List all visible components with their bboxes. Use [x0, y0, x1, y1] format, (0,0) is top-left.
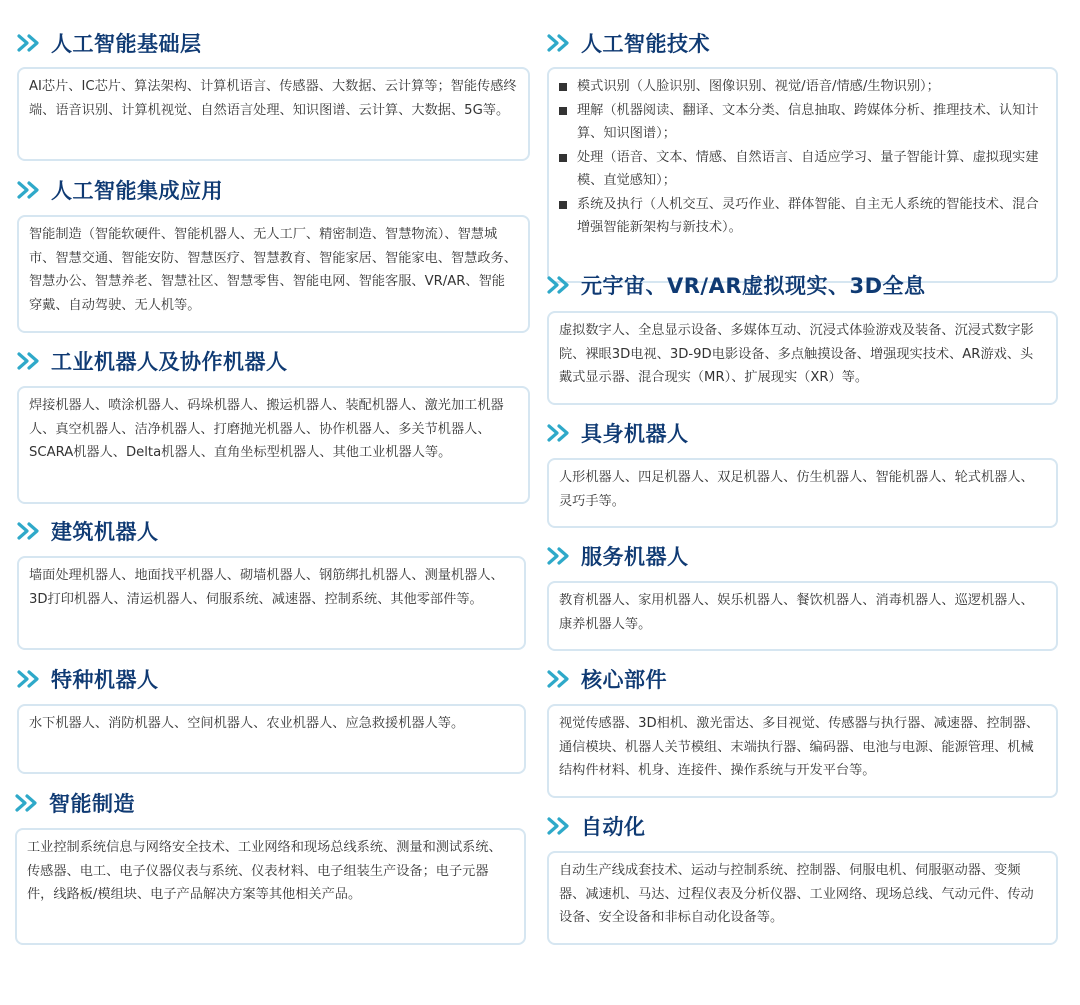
content-text: 焊接机器人、喷涂机器人、码垛机器人、搬运机器人、装配机器人、激光加工机器人、真空机器人、洁净机器人、打磨抛光机器人、协作机器人、多关节机器人、SCARA机器人、Delta机器人、直角坐标型机器人、其他工业机器人等。	[29, 398, 504, 460]
section-title: 智能制造	[49, 792, 135, 816]
section-header	[547, 28, 710, 58]
double-chevron-icon	[17, 33, 43, 53]
content-text: 智能制造（智能软硬件、智能机器人、无人工厂、精密制造、智慧物流）、智慧城市、智慧交通、智能安防、智慧医疗、智慧教育、智能家居、智能家电、智慧政务、智慧办公、智慧养老、智慧社区、智慧零售、智能电网、智能客服、VR/AR、智能穿戴、自动驾驶、无人机等。	[29, 227, 517, 313]
double-chevron-icon	[547, 546, 573, 566]
section-title: 工业机器人及协作机器人	[51, 350, 288, 374]
list-item: 模式识别（人脸识别、图像识别、视觉/语音/情感/生物识别）；	[559, 75, 1046, 99]
section-title: 人工智能集成应用	[51, 179, 223, 203]
double-chevron-icon	[547, 423, 573, 443]
content-box	[17, 556, 526, 650]
content-text: 工业控制系统信息与网络安全技术、工业网络和现场总线系统、测量和测试系统、传感器、电工、电子仪器仪表与系统、仪表材料、电子组装生产设备；电子元器件，线路板/模组块、电子产品解决方案等其他相关产品。	[27, 840, 502, 902]
section-title: 元宇宙、VR/AR虚拟现实、3D全息	[581, 274, 926, 298]
section-header	[547, 811, 646, 841]
content-box	[547, 704, 1058, 798]
section-title: 服务机器人	[581, 545, 689, 569]
list-item: 系统及执行（人机交互、灵巧作业、群体智能、自主无人系统的智能技术、混合增强智能新架构与新技术）。	[559, 193, 1046, 240]
double-chevron-icon	[547, 275, 573, 295]
content-text: 视觉传感器、3D相机、激光雷达、多目视觉、传感器与执行器、减速器、控制器、通信模块、机器人关节模组、末端执行器、编码器、电池与电源、能源管理、机械结构件材料、机身、连接件、操作系统与开发平台等。	[559, 716, 1040, 778]
section-title: 特种机器人	[51, 668, 159, 692]
section-header	[547, 541, 689, 571]
content-box	[547, 67, 1058, 283]
section-header	[17, 28, 202, 58]
list-item: 处理（语音、文本、情感、自然语言、自适应学习、量子智能计算、虚拟现实建模、直觉感知）；	[559, 146, 1046, 193]
content-box	[547, 581, 1058, 651]
double-chevron-icon	[547, 816, 573, 836]
double-chevron-icon	[547, 33, 573, 53]
double-chevron-icon	[17, 669, 43, 689]
content-text: 墙面处理机器人、地面找平机器人、砌墙机器人、钢筋绑扎机器人、测量机器人、3D打印机器人、清运机器人、伺服系统、减速器、控制系统、其他零部件等。	[29, 568, 504, 607]
list-item: 理解（机器阅读、翻译、文本分类、信息抽取、跨媒体分析、推理技术、认知计算、知识图谱）；	[559, 99, 1046, 146]
section-header	[547, 270, 926, 300]
double-chevron-icon	[15, 793, 41, 813]
section-title: 建筑机器人	[51, 520, 159, 544]
section-header	[17, 664, 159, 694]
section-header	[17, 516, 159, 546]
bullet-list	[559, 75, 1046, 240]
section-header	[17, 346, 288, 376]
content-text: 水下机器人、消防机器人、空间机器人、农业机器人、应急救援机器人等。	[29, 716, 465, 731]
content-box	[17, 215, 530, 333]
content-text: 教育机器人、家用机器人、娱乐机器人、餐饮机器人、消毒机器人、巡逻机器人、康养机器人等。	[559, 593, 1034, 632]
content-box	[547, 311, 1058, 405]
section-header	[15, 788, 135, 818]
content-box	[547, 851, 1058, 945]
section-header	[547, 418, 689, 448]
section-title: 人工智能技术	[581, 32, 710, 56]
double-chevron-icon	[17, 521, 43, 541]
section-title: 人工智能基础层	[51, 32, 202, 56]
double-chevron-icon	[17, 180, 43, 200]
double-chevron-icon	[547, 669, 573, 689]
section-title: 具身机器人	[581, 422, 689, 446]
section-header	[17, 175, 223, 205]
section-header	[547, 664, 667, 694]
content-text: 自动生产线成套技术、运动与控制系统、控制器、伺服电机、伺服驱动器、变频器、减速机、马达、过程仪表及分析仪器、工业网络、现场总线、气动元件、传动设备、安全设备和非标自动化设备等。	[559, 863, 1034, 925]
content-box	[17, 386, 530, 504]
content-text: AI芯片、IC芯片、算法架构、计算机语言、传感器、大数据、云计算等；智能传感终端、语音识别、计算机视觉、自然语言处理、知识图谱、云计算、大数据、5G等。	[29, 79, 517, 118]
section-title: 核心部件	[581, 668, 667, 692]
content-text: 虚拟数字人、全息显示设备、多媒体互动、沉浸式体验游戏及装备、沉浸式数字影院、裸眼3D电视、3D-9D电影设备、多点触摸设备、增强现实技术、AR游戏、头戴式显示器、混合现实（MR）、扩展现实（XR）等。	[559, 323, 1034, 385]
content-text: 人形机器人、四足机器人、双足机器人、仿生机器人、智能机器人、轮式机器人、灵巧手等。	[559, 470, 1034, 509]
content-box	[547, 458, 1058, 528]
double-chevron-icon	[17, 351, 43, 371]
content-box	[15, 828, 526, 945]
content-box	[17, 67, 530, 161]
content-box	[17, 704, 526, 774]
section-title: 自动化	[581, 815, 646, 839]
